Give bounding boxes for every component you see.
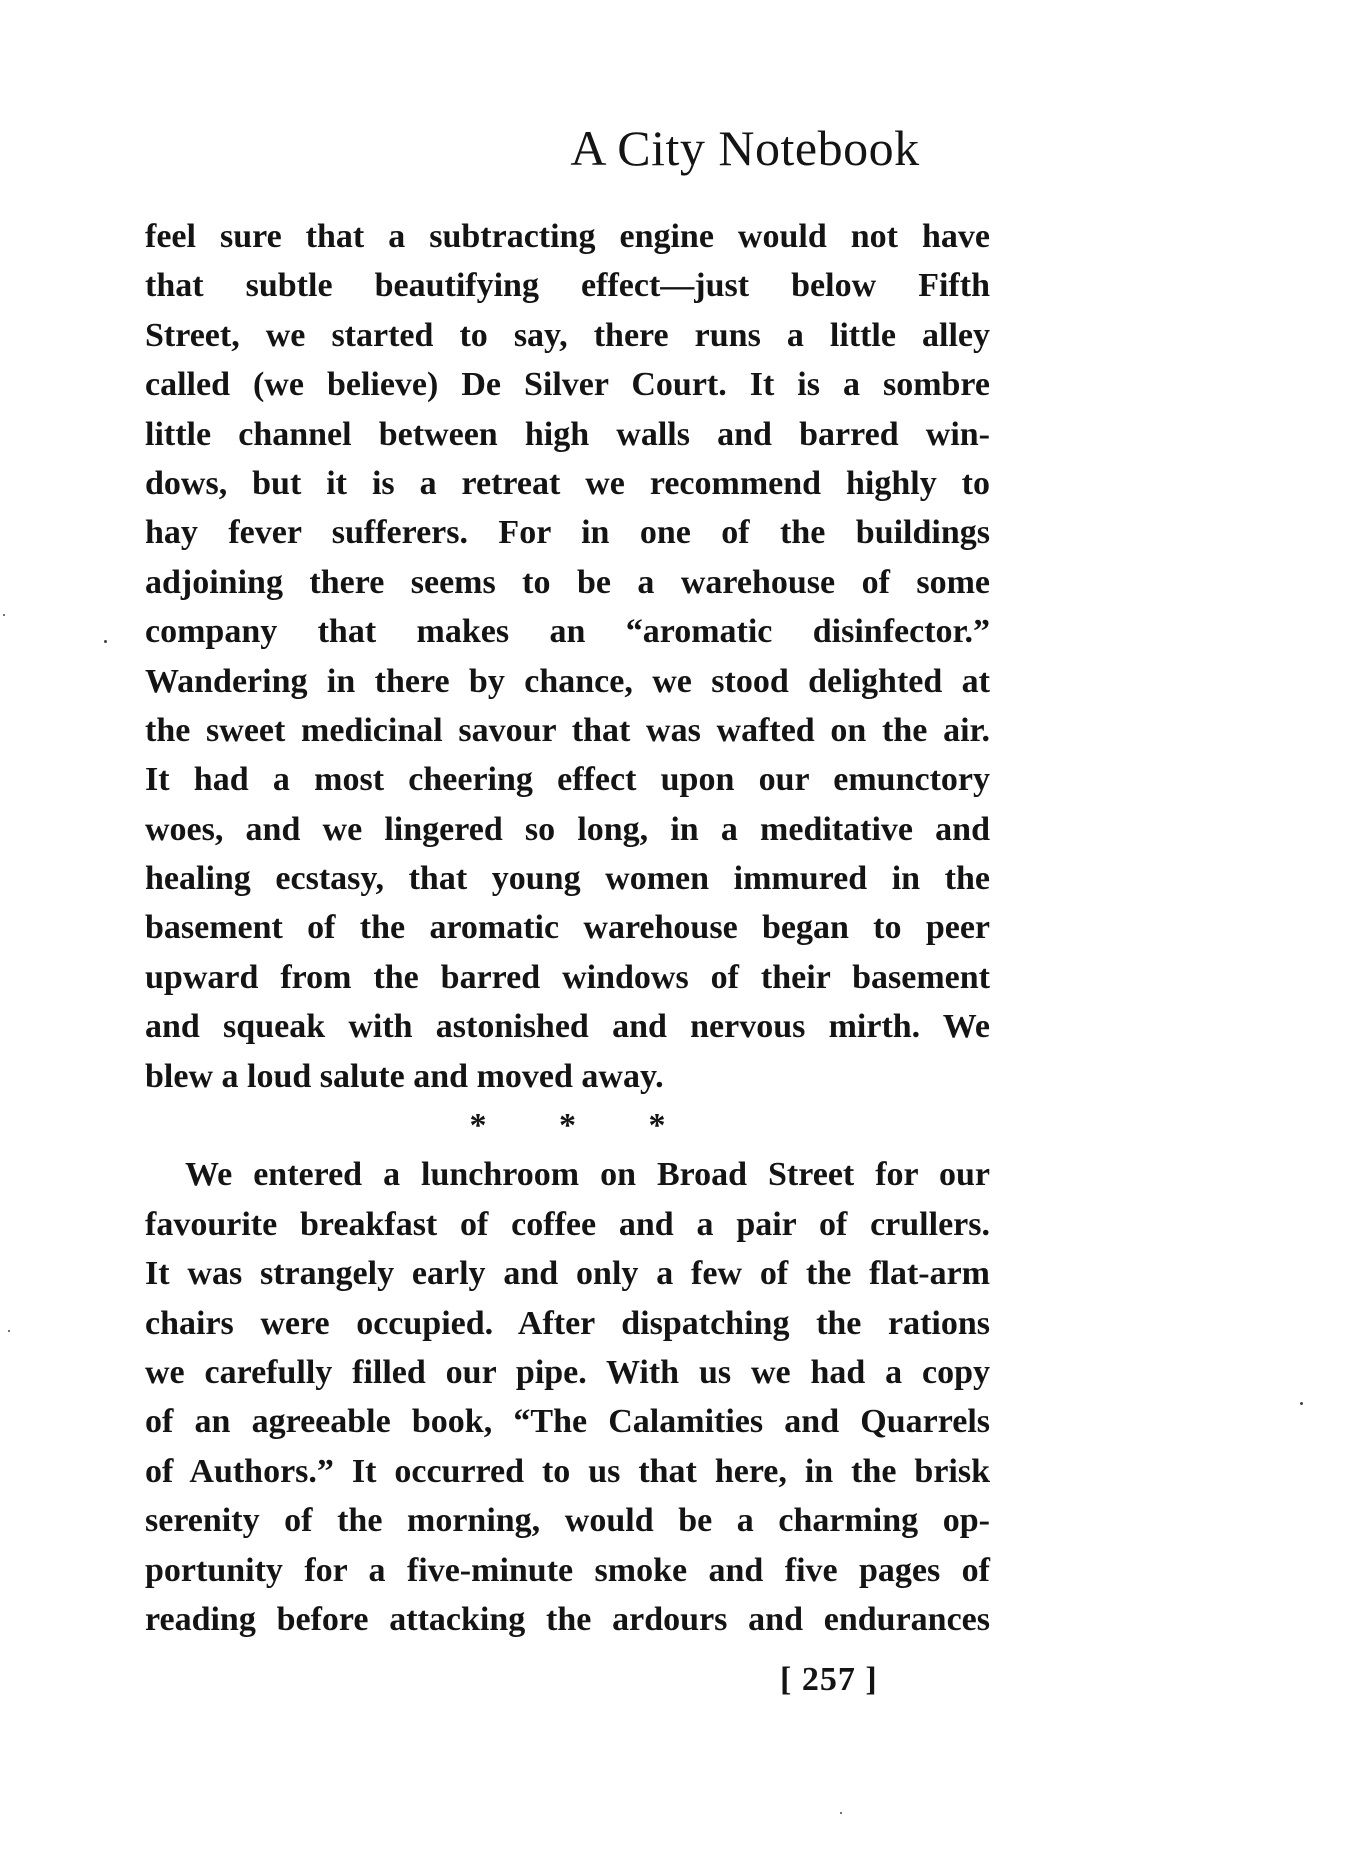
- text-line: hay fever sufferers. For in one of the buildings: [145, 514, 990, 552]
- text-line: favourite breakfast of coffee and a pair of crullers.: [145, 1205, 990, 1243]
- text-line: healing ecstasy, that young women immured in the: [145, 860, 990, 898]
- paragraph-1: [145, 212, 990, 1101]
- scan-speck: [8, 1330, 10, 1332]
- text-line: we carefully filled our pipe. With us we had a copy: [145, 1353, 990, 1391]
- text-line: the sweet medicinal savour that was wafted on the air.: [145, 711, 990, 749]
- scan-speck: [3, 614, 5, 616]
- section-break: [145, 1101, 990, 1150]
- scan-speck: [104, 640, 107, 643]
- text-line: reading before attacking the ardours and endurances: [145, 1600, 990, 1638]
- asterisk: *: [559, 1107, 576, 1145]
- text-line: of Authors.” It occurred to us that here, in the brisk: [145, 1452, 990, 1490]
- text-line: company that makes an “aromatic disinfector.”: [145, 613, 990, 651]
- text-line: portunity for a five-minute smoke and five pages of: [145, 1551, 990, 1589]
- text-line: blew a loud salute and moved away.: [145, 1057, 664, 1095]
- scan-speck: [840, 1812, 842, 1814]
- text-line: feel sure that a subtracting engine would not have: [145, 218, 990, 255]
- page-number: [ 257 ]: [780, 1661, 878, 1698]
- scan-speck: [1300, 1402, 1303, 1405]
- text-line: It had a most cheering effect upon our emunctory: [145, 761, 990, 799]
- text-line: basement of the aromatic warehouse began to peer: [145, 909, 990, 947]
- text-line: dows, but it is a retreat we recommend highly to: [145, 464, 990, 502]
- text-line: Street, we started to say, there runs a little alley: [145, 316, 990, 354]
- text-line: and squeak with astonished and nervous mirth. We: [145, 1008, 990, 1046]
- running-head: A City Notebook: [570, 120, 920, 176]
- asterisk: *: [648, 1107, 666, 1145]
- text-line: upward from the barred windows of their basement: [145, 958, 990, 996]
- text-line: that subtle beautifying effect—just below Fifth: [145, 267, 990, 305]
- text-line: called (we believe) De Silver Court. It is a sombre: [145, 366, 990, 404]
- text-line: little channel between high walls and barred win-: [145, 415, 990, 453]
- text-line: We entered a lunchroom on Broad Street for our: [185, 1156, 990, 1194]
- text-line: chairs were occupied. After dispatching the rations: [145, 1304, 990, 1342]
- text-line: of an agreeable book, “The Calamities and Quarrels: [145, 1403, 990, 1441]
- text-line: woes, and we lingered so long, in a meditative and: [145, 810, 990, 848]
- text-line: adjoining there seems to be a warehouse of some: [145, 563, 990, 601]
- text-line: Wandering in there by chance, we stood delighted at: [145, 662, 990, 700]
- body-text: [145, 212, 990, 1644]
- paragraph-2: [145, 1150, 990, 1644]
- text-line: serenity of the morning, would be a charming op-: [145, 1502, 990, 1540]
- text-line: It was strangely early and only a few of the flat-arm: [145, 1255, 990, 1293]
- asterisk: *: [469, 1107, 487, 1145]
